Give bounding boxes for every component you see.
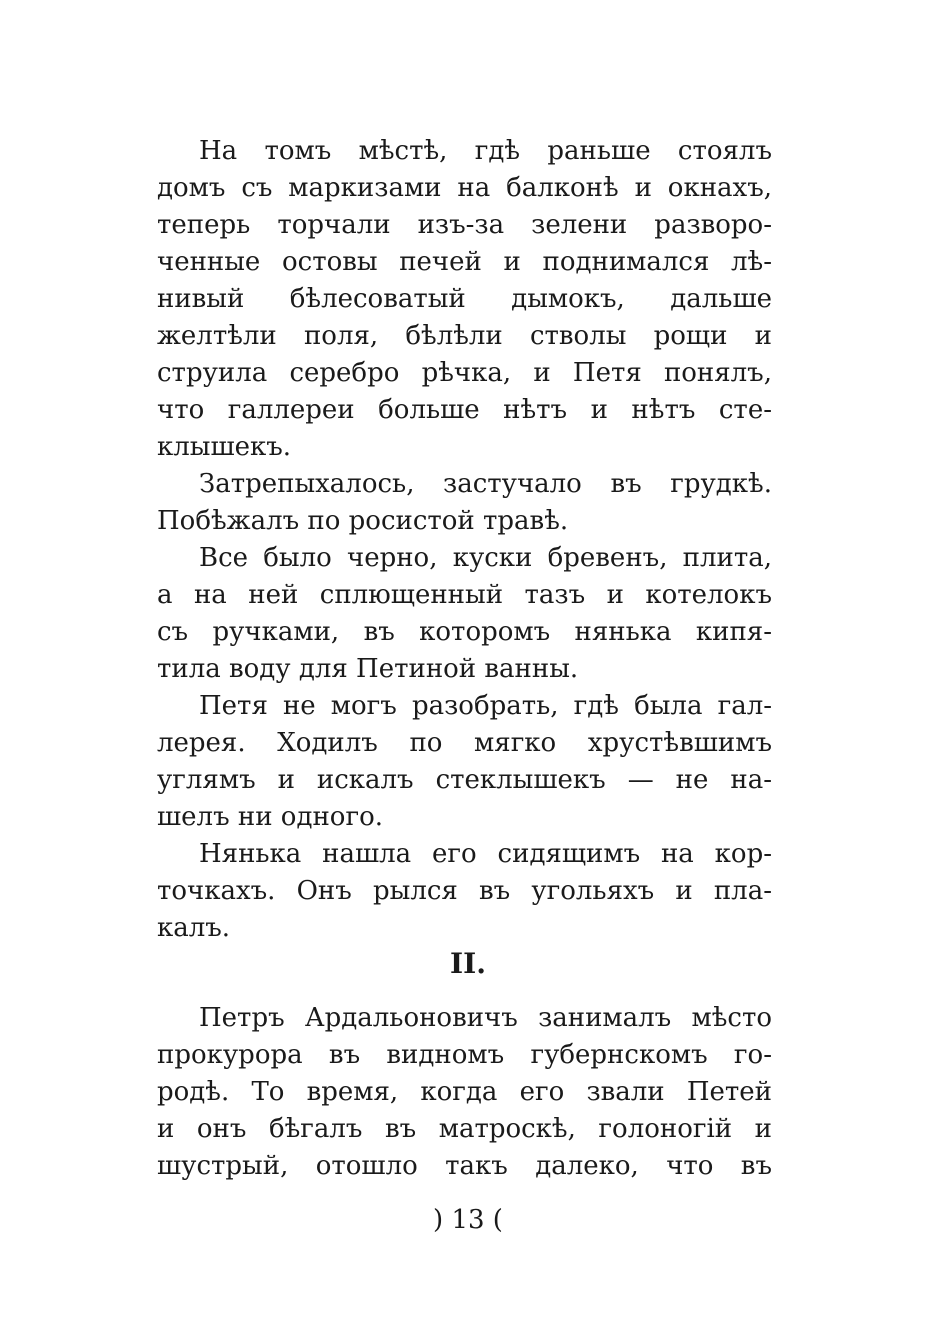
text-line: Затрепыхалось, застучало въ грудкѣ. [199, 469, 772, 499]
text-line: желтѣли поля, бѣлѣли стволы рощи и [157, 321, 772, 351]
text-line: На томъ мѣстѣ, гдѣ раньше стоялъ [199, 136, 772, 166]
text-line: нивый бѣлесоватый дымокъ, дальше [157, 284, 772, 314]
paragraph [157, 133, 772, 466]
paragraph [157, 466, 772, 540]
text-line: лерея. Ходилъ по мягко хрустѣвшимъ [157, 728, 772, 758]
section-heading: II. [450, 947, 486, 980]
text-line: домъ съ маркизами на балконѣ и окнахъ, [157, 173, 772, 203]
text-body-part-2 [157, 1000, 772, 1185]
text-line: Нянька нашла его сидящимъ на кор- [199, 839, 772, 869]
paragraph [157, 540, 772, 688]
paragraph [157, 688, 772, 836]
text-line: тила воду для Петиной ванны. [157, 654, 579, 684]
text-line: а на ней сплющенный тазъ и котелокъ [157, 580, 772, 610]
text-line: струила серебро рѣчка, и Петя понялъ, [157, 358, 772, 388]
text-line: и онъ бѣгалъ въ матроскѣ, голоногій и [157, 1114, 772, 1144]
text-line: съ ручками, въ которомъ нянька кипя- [157, 617, 772, 647]
text-line: Все было черно, куски бревенъ, плита, [199, 543, 772, 573]
text-line: что галлереи больше нѣтъ и нѣтъ сте- [157, 395, 772, 425]
text-line: шустрый, отошло такъ далеко, что въ [157, 1151, 772, 1181]
text-line: прокурора въ видномъ губернскомъ го- [157, 1040, 772, 1070]
text-line: калъ. [157, 913, 231, 943]
page-number: ) 13 ( [433, 1205, 503, 1235]
text-line: точкахъ. Онъ рылся въ угольяхъ и пла- [157, 876, 772, 906]
text-body-part-1 [157, 133, 772, 947]
paragraph [157, 1000, 772, 1185]
paragraph [157, 836, 772, 947]
text-line: Петръ Ардальоновичъ занималъ мѣсто [199, 1003, 772, 1033]
text-line: ченные остовы печей и поднимался лѣ- [157, 247, 772, 277]
text-line: теперь торчали изъ-за зелени разворо- [157, 210, 772, 240]
text-line: углямъ и искалъ стеклышекъ — не на- [157, 765, 772, 795]
text-line: шелъ ни одного. [157, 802, 383, 832]
text-line: родѣ. То время, когда его звали Петей [157, 1077, 772, 1107]
text-line: клышекъ. [157, 432, 292, 462]
text-line: Петя не могъ разобрать, гдѣ была гал- [199, 691, 772, 721]
text-line: Побѣжалъ по росистой травѣ. [157, 506, 569, 536]
